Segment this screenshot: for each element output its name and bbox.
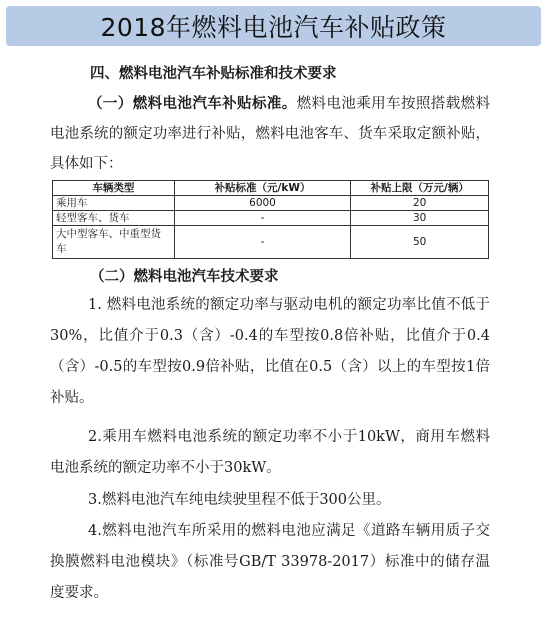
title-bar — [6, 6, 541, 46]
subsidy-table — [52, 180, 489, 259]
table-header-cell: 补贴上限（万元/辆） — [351, 181, 489, 196]
table-row — [53, 196, 489, 211]
table-cell: 大中型客车、中重型货车 — [53, 226, 175, 259]
subsidy-standard-text: 燃料电池乘用车按照搭载燃料电池系统的额定功率进行补贴，燃料电池客车、货车采取定额补贴，具体如下： — [50, 96, 491, 172]
table-header-cell: 补贴标准（元/kW） — [174, 181, 351, 196]
page-title: 2018年燃料电池汽车补贴政策 — [100, 13, 447, 42]
table-row — [53, 226, 489, 259]
section-heading: 四、燃料电池汽车补贴标准和技术要求 — [90, 66, 337, 82]
requirement-item-4: 4.燃料电池汽车所采用的燃料电池应满足《道路车辆用质子交换膜燃料电池模块》（标准号GB/T 33978-2017）标准中的储存温度要求。 — [50, 523, 490, 601]
table-cell: 30 — [351, 211, 489, 226]
requirement-item-3: 3.燃料电池汽车纯电续驶里程不低于300公里。 — [88, 492, 391, 508]
table-cell: 20 — [351, 196, 489, 211]
subsidy-standard-heading: （一）燃料电池汽车补贴标准。 — [88, 96, 297, 112]
table-cell: - — [174, 211, 351, 226]
table-header-cell: 车辆类型 — [53, 181, 175, 196]
table-cell: - — [174, 226, 351, 259]
table-cell: 轻型客车、货车 — [53, 211, 175, 226]
table-cell: 6000 — [174, 196, 351, 211]
tech-requirements-heading: （二）燃料电池汽车技术要求 — [90, 269, 279, 285]
table-cell: 乘用车 — [53, 196, 175, 211]
subsidy-standard-paragraph — [50, 89, 490, 179]
requirement-item-2: 2.乘用车燃料电池系统的额定功率不小于10kW，商用车燃料电池系统的额定功率不小于30kW。 — [50, 429, 490, 476]
table-row — [53, 211, 489, 226]
requirement-item-1: 1. 燃料电池系统的额定功率与驱动电机的额定功率比值不低于30%，比值介于0.3（含）-0.4的车型按0.8倍补贴，比值介于0.4（含）-0.5的车型按0.9倍补贴，比值在0.5（含）以上的车型按1倍补贴。 — [50, 297, 490, 406]
table-cell: 50 — [351, 226, 489, 259]
table-header-row — [53, 181, 489, 196]
